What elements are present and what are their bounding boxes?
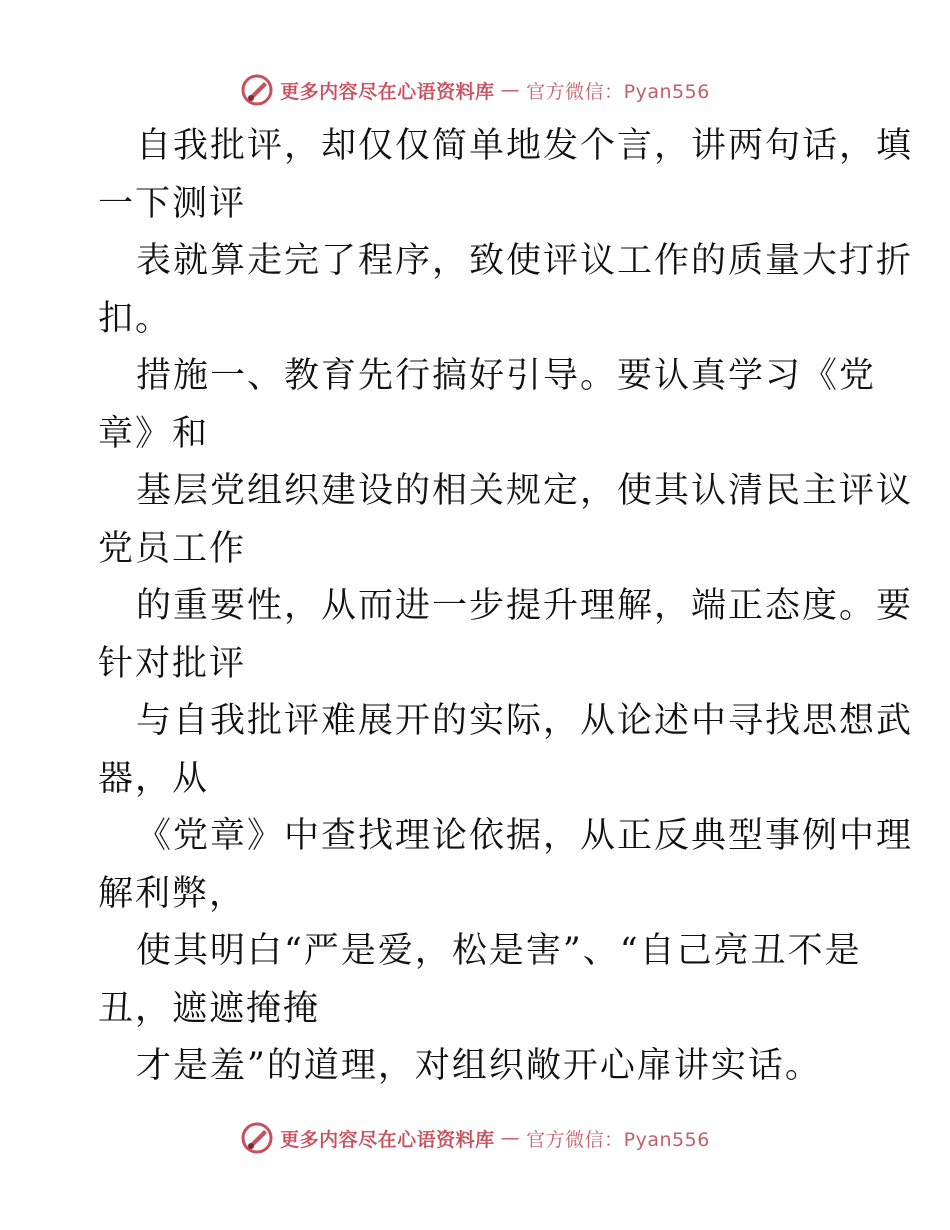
text-line: 解利弊，: [98, 873, 247, 914]
document-body: [98, 118, 914, 1096]
text-line: 一下测评: [98, 183, 247, 224]
text-line: 党员工作: [98, 528, 247, 569]
brush-logo-icon: [240, 73, 274, 107]
watermark-text: 更多内容尽在心语资料库: [280, 1128, 495, 1151]
watermark-text: 更多内容尽在心语资料库: [280, 80, 495, 103]
watermark-dash: —: [500, 1127, 521, 1149]
text-line: 才是羞”的道理，对组织敞开心扉讲实话。: [136, 1046, 822, 1086]
text-line: 的重要性，从而进一步提升理解，端正态度。要: [136, 586, 914, 626]
text-line: 《党章》中查找理论依据，从正反典型事例中理: [136, 816, 914, 856]
header-watermark: [0, 70, 950, 110]
footer-watermark: [0, 1118, 950, 1158]
watermark-wechat: 官方微信：Pyan556: [526, 1128, 710, 1151]
text-line: 与自我批评难展开的实际，从论述中寻找思想武: [136, 701, 914, 741]
text-line: 丑，遮遮掩掩: [98, 988, 321, 1029]
text-line: 器，从: [98, 758, 210, 799]
text-line: 自我批评，却仅仅简单地发个言，讲两句话，填: [136, 126, 914, 166]
text-line: 使其明白“严是爱，松是害”、“自己亮丑不是: [136, 931, 862, 971]
text-line: 章》和: [98, 413, 210, 454]
watermark-wechat: 官方微信：Pyan556: [526, 80, 710, 103]
text-line: 针对批评: [98, 643, 247, 684]
watermark-dash: —: [500, 79, 521, 101]
text-line: 基层党组织建设的相关规定，使其认清民主评议: [136, 471, 914, 511]
text-line: 扣。: [98, 298, 173, 339]
brush-logo-icon: [240, 1121, 274, 1155]
text-line: 表就算走完了程序，致使评议工作的质量大打折: [136, 241, 914, 281]
text-line: 措施一、教育先行搞好引导。要认真学习《党: [136, 356, 877, 396]
